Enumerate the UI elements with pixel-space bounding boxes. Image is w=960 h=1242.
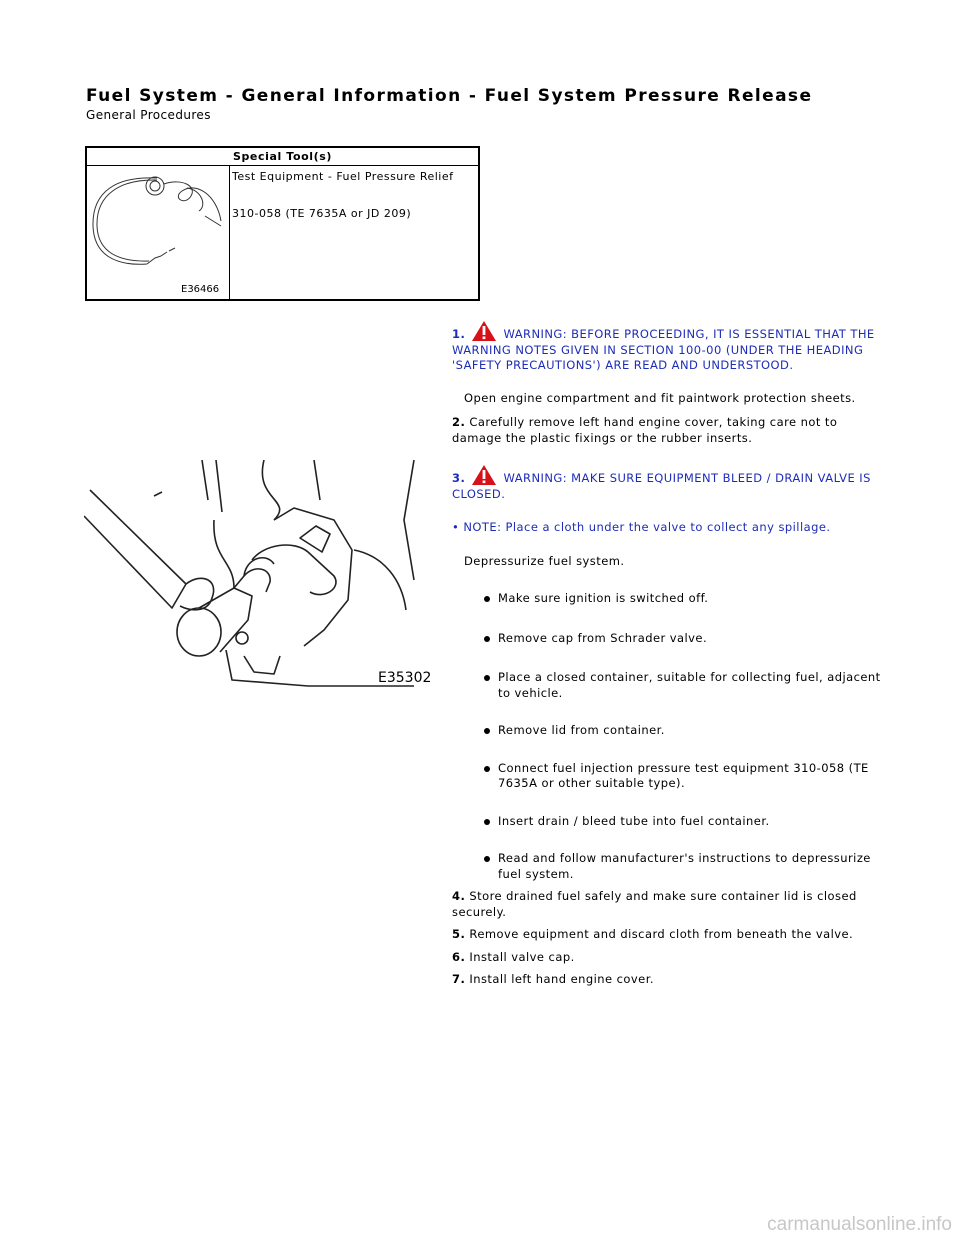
step-3-bullet: Read and follow manufacturer's instructions to depressurize fuel system. (452, 851, 882, 882)
step-1-number: 1. (452, 327, 466, 341)
illustration-label: E35302 (378, 670, 432, 686)
step-2-text: Carefully remove left hand engine cover, taking care not to damage the plastic fixings or the rubber inserts. (452, 415, 838, 445)
procedure-steps (452, 320, 882, 988)
hose-drawing (87, 166, 229, 299)
tool-image-label: E36466 (181, 284, 220, 295)
step-7 (452, 972, 882, 988)
step-6-text: Install valve cap. (469, 949, 575, 964)
step-2-number: 2. (452, 415, 466, 429)
site-watermark: carmanualsonline.info (767, 1214, 952, 1235)
step-1-warning-text: WARNING: BEFORE PROCEEDING, IT IS ESSENTIAL THAT THE WARNING NOTES GIVEN IN SECTION 100-00 (UNDER THE HEADING 'SAFETY PRECAUTIONS') ARE READ AND UNDERSTOOD. (452, 327, 875, 372)
warning-triangle-icon (471, 320, 497, 342)
engine-illustration (84, 460, 434, 690)
step-3-bullet: Connect fuel injection pressure test equipment 310-058 (TE 7635A or other suitable type). (452, 761, 882, 792)
special-tools-table (85, 146, 480, 301)
step-3-bullet: Remove lid from container. (452, 723, 882, 739)
step-3-text: Depressurize fuel system. (464, 553, 625, 568)
step-3-bullet: Make sure ignition is switched off. (452, 591, 882, 607)
tool-name: Test Equipment - Fuel Pressure Relief (232, 170, 454, 183)
tool-code: 310-058 (TE 7635A or JD 209) (232, 207, 412, 220)
step-3-bullet: Insert drain / bleed tube into fuel container. (452, 814, 882, 830)
step-6-number: 6. (452, 949, 466, 964)
step-2 (452, 415, 882, 446)
tool-illustration (87, 166, 230, 299)
step-3-bullet: Place a closed container, suitable for collecting fuel, adjacent to vehicle. (452, 670, 882, 701)
page-title: Fuel System - General Information - Fuel System Pressure Release (86, 86, 813, 106)
step-4-text: Store drained fuel safely and make sure container lid is closed securely. (452, 889, 857, 919)
step-7-text: Install left hand engine cover. (469, 972, 654, 986)
special-tools-heading: Special Tool(s) (87, 148, 478, 166)
step-4 (452, 889, 882, 920)
step-3-note: • NOTE: Place a cloth under the valve to collect any spillage. (452, 520, 831, 534)
valve-drawing (84, 460, 434, 690)
step-3-warning-text: WARNING: MAKE SURE EQUIPMENT BLEED / DRAIN VALVE IS CLOSED. (452, 471, 871, 501)
step-3-warning (452, 464, 882, 502)
step-4-number: 4. (452, 889, 466, 903)
step-7-number: 7. (452, 972, 466, 986)
tool-description (232, 170, 453, 244)
step-5-text: Remove equipment and discard cloth from beneath the valve. (469, 927, 854, 941)
step-6 (452, 950, 882, 966)
step-5-number: 5. (452, 927, 466, 941)
page-subtitle: General Procedures (86, 108, 211, 122)
step-1-text: Open engine compartment and fit paintwork protection sheets. (464, 390, 856, 405)
step-1-warning (452, 320, 882, 374)
step-3-bullet: Remove cap from Schrader valve. (452, 631, 882, 647)
step-5 (452, 927, 882, 943)
warning-triangle-icon (471, 464, 497, 486)
step-3-number: 3. (452, 471, 466, 485)
